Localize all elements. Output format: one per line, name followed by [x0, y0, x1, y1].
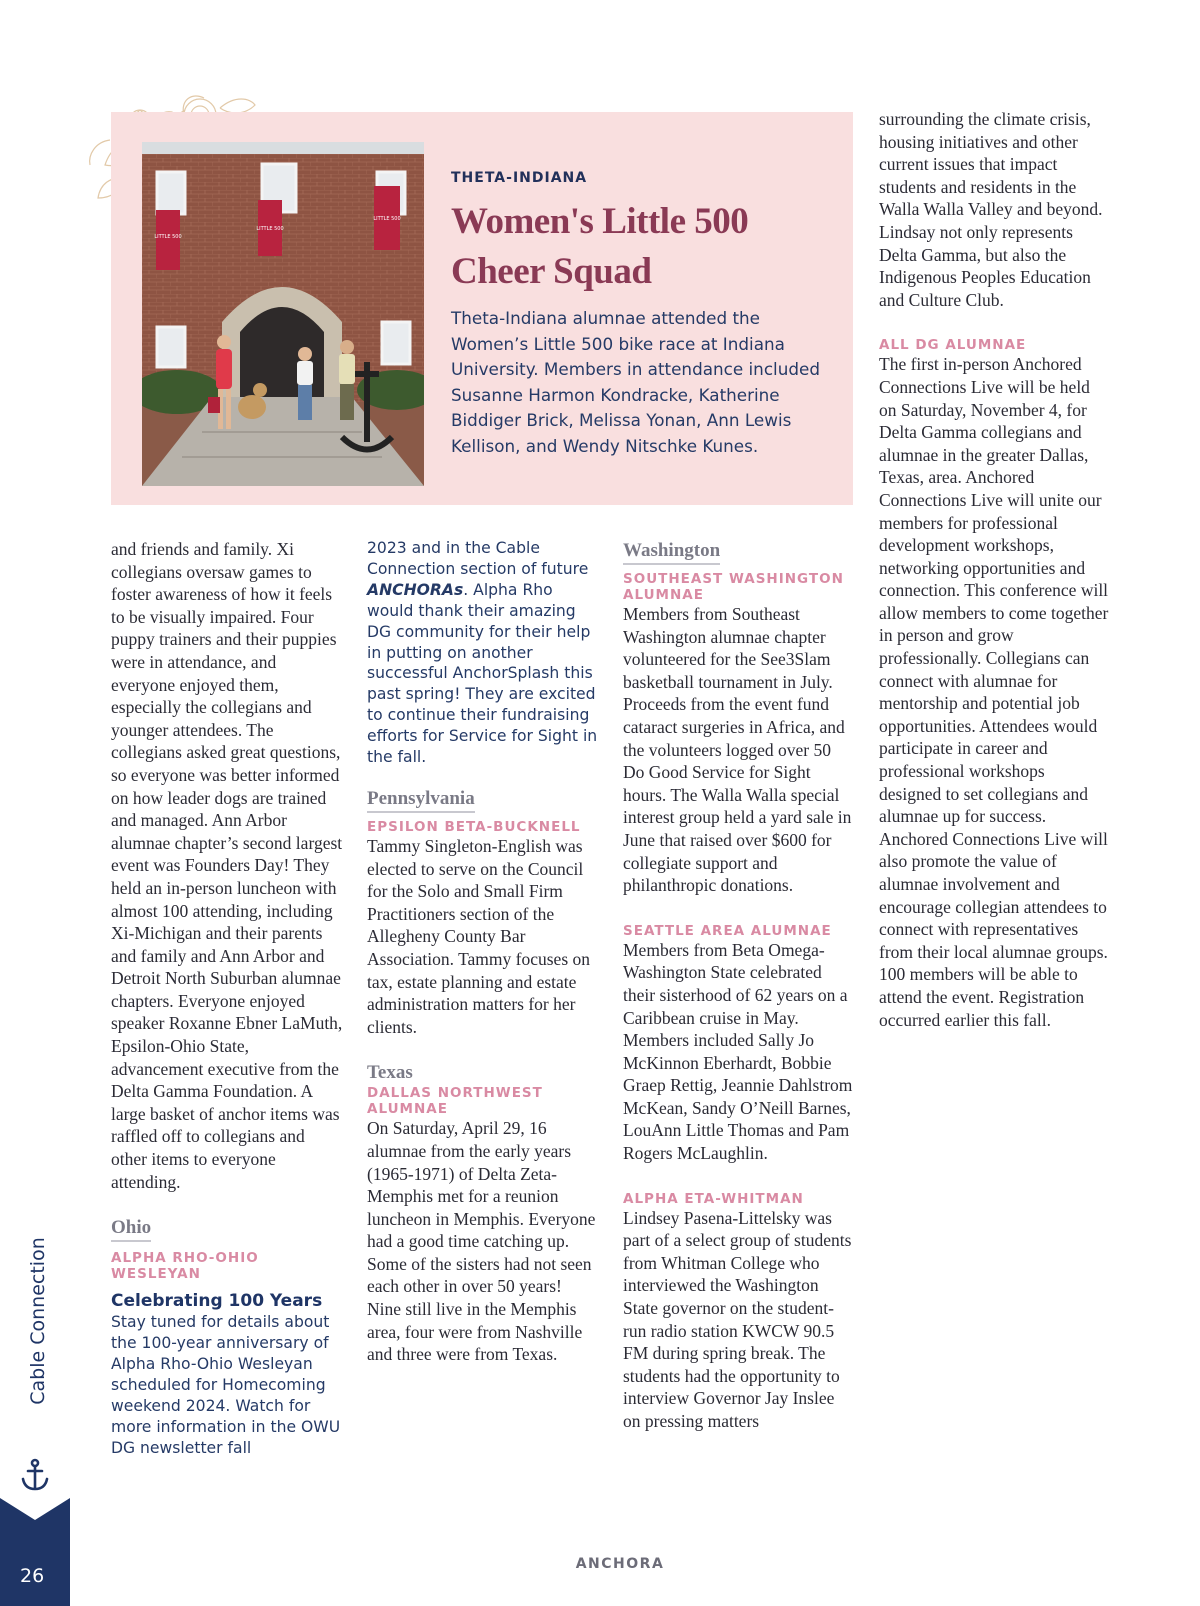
- chapter-heading-seattle: SEATTLE AREA ALUMNAE: [623, 922, 832, 939]
- state-heading-ohio: Ohio: [111, 1217, 151, 1242]
- state-heading-washington: Washington: [623, 540, 720, 565]
- column-1-body: and friends and family. Xi collegians oversaw games to foster awareness of how it feels to be visually impaired. Four puppy trainers and their puppies were in attendance, and everyone enjoyed them, especially the collegians and younger attendees. The collegians asked great questions, so everyone was better informed on how leader dogs are trained and managed. Ann Arbor alumnae chapter’s second largest event was Founders Day! They held an in-person luncheon with almost 100 attending, including Xi-Michigan and their parents and family and Ann Arbor and Detroit North Suburban alumnae chapters. Everyone enjoyed speaker Roxanne Ebner LaMuth, Epsilon-Ohio State, advancement executive from the Delta Gamma Foundation. A large basket of anchor items was raffled off to collegians and other items to everyone attending.: [111, 539, 343, 1192]
- chapter-heading-alpha-eta: ALPHA ETA-WHITMAN: [623, 1190, 804, 1207]
- column-1: [111, 538, 343, 1459]
- state-heading-pennsylvania: Pennsylvania: [367, 788, 475, 813]
- chapter-heading-southeast-washington: SOUTHEAST WASHINGTON ALUMNAE: [623, 571, 844, 603]
- section-label: Cable Connection: [27, 1237, 49, 1405]
- pennsylvania-body: Tammy Singleton-English was elected to serve on the Council for the Solo and Small Firm Practitioners section of the Allegheny County Bar Association. Tammy focuses on tax, estate planning and estate administration matters for her clients.: [367, 835, 591, 1037]
- page-number: 26: [20, 1565, 45, 1587]
- state-heading-texas: Texas: [367, 1062, 413, 1084]
- column-3: [623, 540, 855, 1433]
- banner-text: LITTLE 500: [373, 216, 401, 222]
- footer-magazine-name: ANCHORA: [575, 1556, 665, 1572]
- southeast-washington-body: Members from Southeast Washington alumnae chapter volunteered for the See3Slam basketball tournament in July. Proceeds from the event fund cataract surgeries in Africa, and the volunteers logged over 50 Do Good Service for Sight hours. The Walla Walla special interest group held a yard sale in June that raised over $600 for collegiate support and philanthropic donations.: [623, 604, 852, 896]
- feature-photo: [142, 142, 424, 486]
- ohio-body: Stay tuned for details about the 100-year anniversary of Alpha Rho-Ohio Wesleyan scheduled for Homecoming weekend 2024. Watch for more information in the OWU DG newsletter fall: [111, 1313, 341, 1457]
- feature-title: Women's Little 500 Cheer Squad: [451, 201, 749, 292]
- chapter-heading-epsilon-beta: EPSILON BETA-BUCKNELL: [367, 818, 581, 835]
- subheading-celebrating-100: Celebrating 100 Years: [111, 1291, 323, 1312]
- banner: [156, 210, 180, 270]
- feature-body: Theta-Indiana alumnae attended the Women’s Little 500 bike race at Indiana University. Members in attendance included Susanne Harmon Kondracke, Katherine Biddiger Brick, Melissa Yonan, Ann Lewis Kellison, and Wendy Nitschke Kunes.: [451, 308, 820, 456]
- texas-body: On Saturday, April 29, 16 alumnae from the early years (1965-1971) of Delta Zeta-Memphis met for a reunion luncheon in Memphis. Everyone had a good time catching up. Some of the sisters had not seen each other in over 50 years! Nine still live in the Memphis area, four were from Nashville and three were from Texas.: [367, 1118, 596, 1365]
- all-dg-body: The first in-person Anchored Connections Live will be held on Saturday, November 4, for Delta Gamma collegians and alumnae in the greater Dallas, Texas, area. Anchored Connections Live will unite our members for professional development workshops, networking opportunities and connection. This conference will allow members to come together in person and grow professionally. Collegians can connect with alumnae for mentorship and potential job opportunities. Attendees would participate in career and professional workshops designed to set collegians and alumnae up for success. Anchored Connections Live will also promote the value of alumnae involvement and encourage collegian attendees to connect with representatives from their local alumnae groups. 100 members will be able to attend the event. Registration occurred earlier this fall.: [879, 354, 1109, 1030]
- banner-text: LITTLE 500: [154, 234, 182, 240]
- anchor-icon: [20, 1458, 50, 1492]
- whitman-continued: surrounding the climate crisis, housing initiatives and other current issues that impact students and residents in the Walla Walla Valley and beyond. Lindsay not only represents Delta Gamma, but also the Indigenous Peoples Education and Culture Club.: [879, 109, 1103, 310]
- chapter-heading-alpha-rho: ALPHA RHO-OHIO WESLEYAN: [111, 1250, 259, 1283]
- column-4: [879, 108, 1111, 1031]
- seattle-body: Members from Beta Omega-Washington State celebrated their sisterhood of 62 years on a Caribbean cruise in May. Members included Sally Jo McKinnon Eberhardt, Bobbie Graep Rettig, Jeannie Dahlstrom McKean, Sandy O’Neill Barnes, LouAnn Little Thomas and Pam Rogers McLaughlin.: [623, 939, 853, 1164]
- feature-chapter: THETA-INDIANA: [451, 170, 588, 186]
- house-photo-illustration: [142, 142, 424, 486]
- banner-text: LITTLE 500: [256, 226, 284, 232]
- chapter-heading-dallas-northwest: DALLAS NORTHWEST ALUMNAE: [367, 1085, 543, 1118]
- column-2: [367, 538, 599, 1366]
- whitman-body: Lindsey Pasena-Littelsky was part of a select group of students from Whitman College who interviewed the Washington State governor on the student-run radio station KWCW 90.5 FM during spring break. The students had the opportunity to interview Governor Jay Inslee on pressing matters: [623, 1207, 852, 1431]
- alpha-rho-continued: 2023 and in the Cable Connection section of future ANCHORAs. Alpha Rho would thank their amazing DG community for their help in putting on another successful AnchorSplash this past spring! They are excited to continue their fundraising efforts for Service for Sight in the fall.: [367, 539, 598, 767]
- page-tab: [0, 1498, 70, 1606]
- chapter-heading-all-dg: ALL DG ALUMNAE: [879, 337, 1027, 354]
